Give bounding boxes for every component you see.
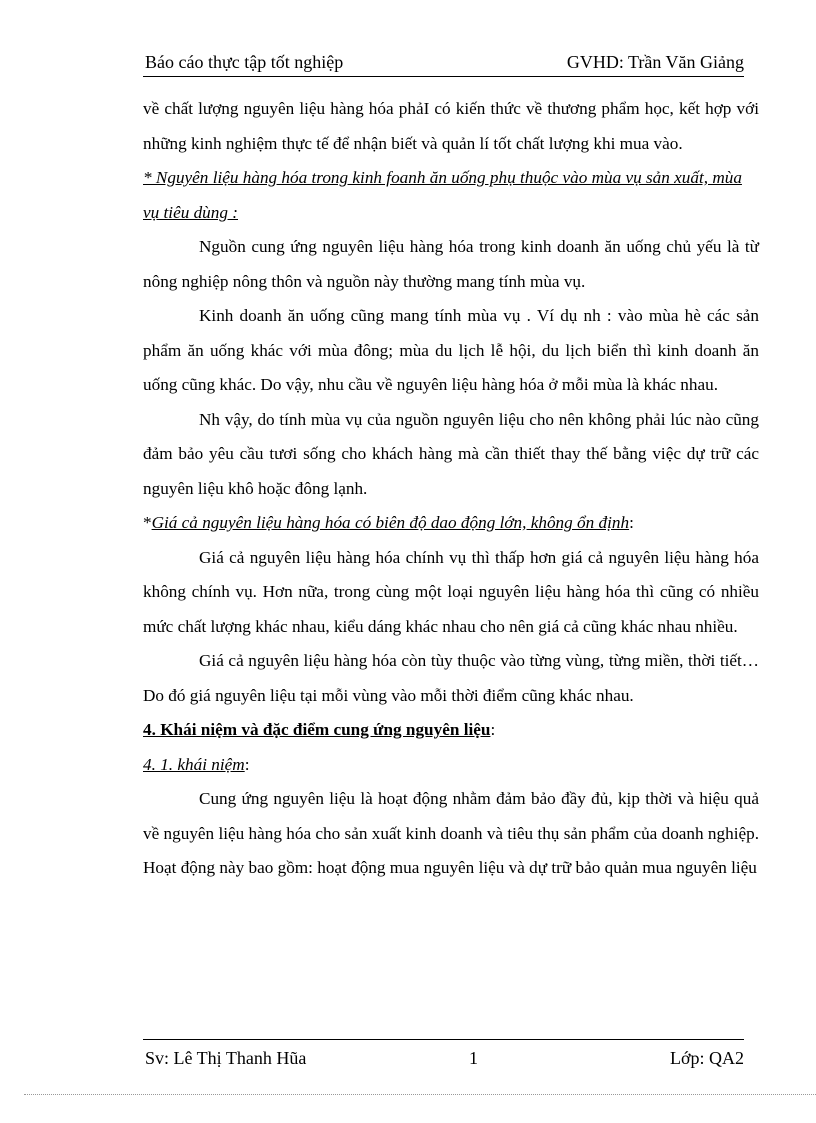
header-supervisor: GVHD: Trần Văn Giảng — [566, 52, 744, 72]
paragraph-seasonal-business: Kinh doanh ăn uống cũng mang tính mùa vụ . Ví dụ nh : vào mùa hè các sản phẩm ăn uống khác với mùa đông; mùa du lịch lễ hội, du lịch biển thì kinh doanh ăn uống cũng khác. Do vậy, nhu cầu về nguyên liệu hàng hóa ở mỗi mùa là khác nhau. — [143, 306, 759, 394]
topic-seasonality — [143, 161, 759, 230]
paragraph-price-region: Giá cả nguyên liệu hàng hóa còn tùy thuộc vào từng vùng, từng miền, thời tiết…Do đó giá nguyên liệu tại mỗi vùng vào mỗi thời điểm cũng khác nhau. — [143, 651, 759, 705]
topic-price-star: * — [143, 513, 152, 532]
paragraph-storage: Nh vậy, do tính mùa vụ của nguồn nguyên liệu cho nên không phải lúc nào cũng đảm bảo yêu cầu tươi sống cho khách hàng mà cần thiết thay thế bằng việc dự trữ các nguyên liệu khô hoặc đông lạnh. — [143, 409, 759, 498]
document-body — [143, 92, 759, 886]
section-heading-4-colon: : — [490, 720, 496, 739]
topic-price-text: Giá cả nguyên liệu hàng hóa có biên độ dao động lớn, không ổn định — [151, 513, 630, 532]
footer-divider — [143, 1039, 744, 1040]
paragraph-quality: về chất lượng nguyên liệu hàng hóa phảI có kiến thức về thương phẩm học, kết hợp với những kinh nghiệm thực tế để nhận biết và quản lí tốt chất lượng khi mua vào. — [143, 99, 759, 153]
paragraph-supply-source: Nguồn cung ứng nguyên liệu hàng hóa trong kinh doanh ăn uống chủ yếu là từ nông nghiệp nông thôn và nguồn này thường mang tính mùa vụ. — [143, 237, 759, 291]
header-report-title: Báo cáo thực tập tốt nghiệp — [145, 52, 344, 72]
paragraph-supply-definition: Cung ứng nguyên liệu là hoạt động nhằm đảm bảo đầy đủ, kịp thời và hiệu quả về nguyên liệu hàng hóa cho sản xuất kinh doanh và tiêu thụ sản phẩm của doanh nghiệp. Hoạt động này bao gồm: hoạt động mua nguyên liệu và dự trữ bảo quản mua nguyên liệu — [143, 789, 759, 877]
topic-price-colon: : — [629, 513, 634, 532]
page-header — [143, 52, 744, 77]
topic-seasonality-text: * Nguyên liệu hàng hóa trong kinh foanh ăn uống phụ thuộc vào mùa vụ sản xuất, mùa vụ tiêu dùng : — [143, 168, 742, 222]
subsection-heading-4-1-text: 4. 1. khái niệm — [143, 754, 245, 774]
footer-student: Sv: Lê Thị Thanh Hũa — [145, 1048, 307, 1068]
subsection-heading-4-1-colon: : — [244, 754, 250, 774]
footer-page-number: 1 — [469, 1048, 478, 1068]
topic-price-volatility — [143, 506, 759, 541]
page-footer — [143, 1048, 744, 1072]
section-heading-4 — [143, 713, 759, 748]
section-heading-4-text: 4. Khái niệm và đặc điểm cung ứng nguyên liệu — [143, 720, 491, 739]
subsection-heading-4-1 — [143, 748, 759, 783]
page-boundary-line — [24, 1094, 816, 1095]
paragraph-price-season: Giá cả nguyên liệu hàng hóa chính vụ thì thấp hơn giá cả nguyên liệu hàng hóa không chính vụ. Hơn nữa, trong cùng một loại nguyên liệu hàng hóa thì cũng có nhiều mức chất lượng khác nhau, kiểu dáng khác nhau cho nên giá cả cũng khác nhau nhiều. — [143, 547, 759, 636]
footer-class: Lớp: QA2 — [669, 1048, 744, 1068]
